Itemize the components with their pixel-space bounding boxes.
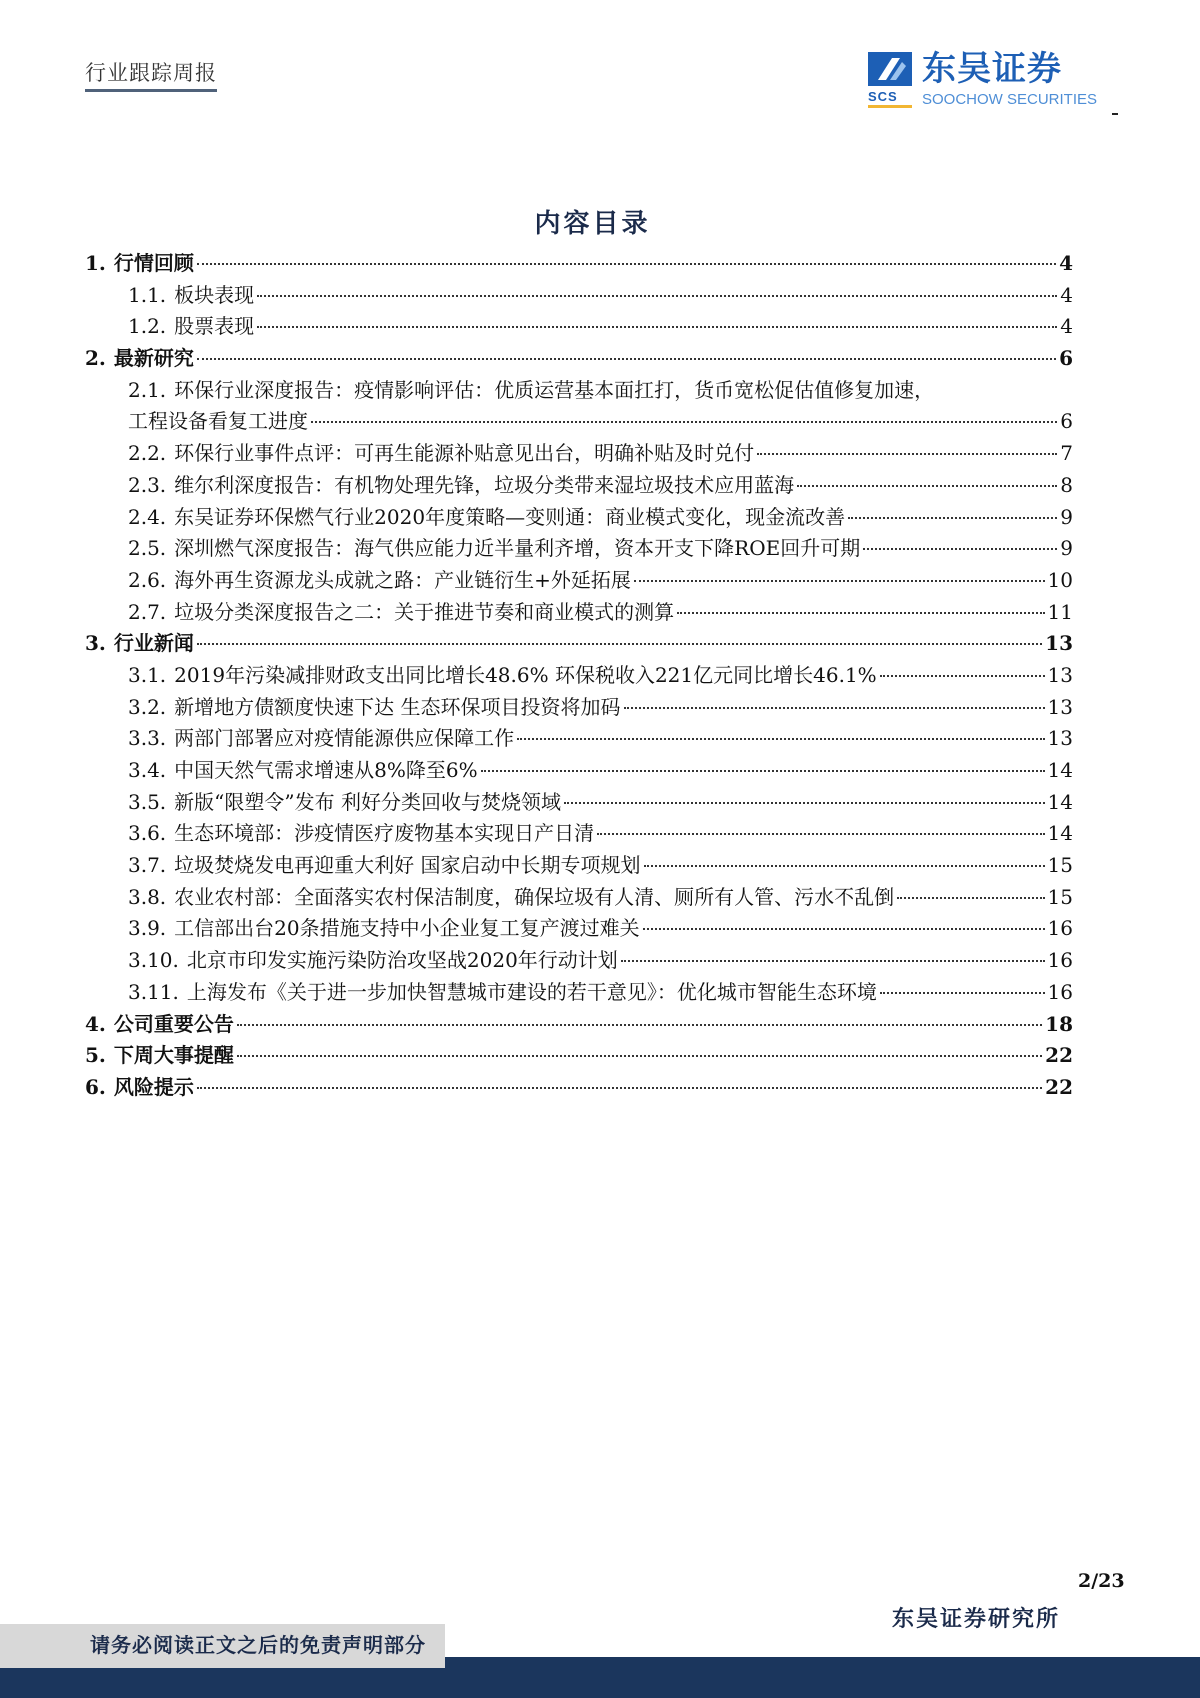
toc-entry-page: 9 xyxy=(1060,536,1073,561)
toc-entry-page: 16 xyxy=(1047,979,1073,1004)
page-number: 2/23 xyxy=(1078,1570,1125,1592)
toc-entry[interactable] xyxy=(85,882,1073,914)
toc-entry-page: 13 xyxy=(1047,662,1073,687)
toc-entry[interactable] xyxy=(85,375,1073,407)
toc-entry-number: 3.5. xyxy=(128,789,167,814)
report-type-label: 行业跟踪周报 xyxy=(85,60,217,92)
dot-leader xyxy=(257,326,1057,328)
dot-leader xyxy=(897,897,1044,899)
toc-entry-title: 新版“限塑令”发布 利好分类回收与焚烧领域 xyxy=(174,789,561,814)
toc-entry-title: 环保行业事件点评：可再生能源补贴意见出台，明确补贴及时兑付 xyxy=(174,441,755,466)
toc-entry[interactable] xyxy=(85,913,1073,945)
toc-entry-title: 深圳燃气深度报告：海气供应能力近半量利齐增，资本开支下降ROE回升可期 xyxy=(174,536,861,561)
toc-entry-title: 板块表现 xyxy=(174,282,255,307)
toc-entry[interactable] xyxy=(85,311,1073,343)
toc-entry-page: 14 xyxy=(1047,789,1073,814)
toc-entry-number: 2.2. xyxy=(128,441,167,466)
toc-entry-number: 2.4. xyxy=(128,504,167,529)
dot-leader xyxy=(624,707,1045,709)
toc-entry[interactable] xyxy=(85,850,1073,882)
toc-entry-title: 维尔利深度报告：有机物处理先锋，垃圾分类带来湿垃圾技术应用蓝海 xyxy=(174,472,795,497)
dot-leader xyxy=(311,421,1057,423)
dot-leader xyxy=(880,675,1045,677)
logo-english-name: SOOCHOW SECURITIES xyxy=(922,91,1098,108)
toc-entry[interactable] xyxy=(85,438,1073,470)
toc-entry[interactable] xyxy=(85,755,1073,787)
toc-entry[interactable] xyxy=(85,1040,1073,1072)
toc-entry-number: 1.2. xyxy=(128,314,167,339)
dot-leader xyxy=(848,517,1057,519)
toc-entry-number: 2. xyxy=(85,346,106,371)
toc-entry[interactable] xyxy=(85,723,1073,755)
toc-entry-number: 1.1. xyxy=(128,282,167,307)
toc-entry-page: 10 xyxy=(1047,567,1073,592)
toc-entry-page: 9 xyxy=(1060,504,1073,529)
toc-entry[interactable] xyxy=(85,660,1073,692)
dot-leader xyxy=(880,992,1045,994)
toc-entry-title: 新增地方债额度快速下达 生态环保项目投资将加码 xyxy=(174,694,621,719)
toc-entry-number: 1. xyxy=(85,251,106,275)
header-mark xyxy=(1112,113,1118,115)
toc-entry-number: 3.9. xyxy=(128,916,167,941)
dot-leader xyxy=(517,738,1044,740)
toc-entry-title: 最新研究 xyxy=(113,346,194,371)
toc-entry[interactable] xyxy=(85,280,1073,312)
toc-entry[interactable] xyxy=(85,787,1073,819)
toc-entry-number: 3.1. xyxy=(128,662,167,687)
toc-entry-number: 4. xyxy=(85,1011,106,1036)
toc-entry-page: 7 xyxy=(1060,441,1073,466)
toc-entry-title: 工程设备看复工进度 xyxy=(128,409,308,434)
toc-entry-number: 2.5. xyxy=(128,536,167,561)
toc-entry-number: 3.8. xyxy=(128,884,167,909)
toc-entry-page: 4 xyxy=(1059,251,1073,275)
toc-entry-number: 6. xyxy=(85,1074,106,1099)
dot-leader xyxy=(237,1055,1042,1057)
toc-entry-number: 3.2. xyxy=(128,694,167,719)
toc-entry-title: 中国天然气需求增速从8%降至6% xyxy=(174,758,478,782)
toc-entry-page: 4 xyxy=(1060,282,1073,307)
toc-entry[interactable] xyxy=(85,945,1073,977)
dot-leader xyxy=(677,612,1044,614)
dot-leader xyxy=(643,928,1045,930)
toc-entry[interactable] xyxy=(85,1009,1073,1041)
dot-leader xyxy=(564,802,1045,804)
toc-entry-number: 3.11. xyxy=(128,979,179,1004)
toc-entry-number: 2.6. xyxy=(128,567,167,592)
toc-entry-number: 3. xyxy=(85,631,106,656)
toc-entry[interactable] xyxy=(85,977,1073,1009)
toc-entry-number: 2.7. xyxy=(128,599,167,624)
toc-entry-number: 3.3. xyxy=(128,726,167,751)
toc-entry-title: 垃圾焚烧发电再迎重大利好 国家启动中长期专项规划 xyxy=(174,853,641,878)
toc-entry-title: 海外再生资源龙头成就之路：产业链衍生+外延拓展 xyxy=(174,567,631,592)
dot-leader xyxy=(197,643,1042,645)
toc-entry[interactable] xyxy=(85,470,1073,502)
logo-underline xyxy=(868,105,912,108)
disclaimer-text: 请务必阅读正文之后的免责声明部分 xyxy=(90,1633,426,1657)
toc-entry-page: 6 xyxy=(1059,346,1073,371)
dot-leader xyxy=(757,453,1057,455)
toc-entry-title: 农业农村部：全面落实农村保洁制度，确保垃圾有人清、厕所有人管、污水不乱倒 xyxy=(174,884,895,909)
toc-entry-page: 13 xyxy=(1045,631,1073,656)
toc-entry[interactable] xyxy=(85,597,1073,629)
toc-entry-number: 2.3. xyxy=(128,472,167,497)
toc-entry-title: 下周大事提醒 xyxy=(113,1043,234,1068)
table-of-contents xyxy=(85,248,1073,1104)
dot-leader xyxy=(863,548,1057,550)
toc-entry-page: 15 xyxy=(1047,884,1073,909)
toc-entry-title: 上海发布《关于进一步加快智慧城市建设的若干意见》：优化城市智能生态环境 xyxy=(186,979,877,1004)
toc-entry[interactable] xyxy=(85,502,1073,534)
toc-entry[interactable] xyxy=(85,692,1073,724)
toc-entry-title: 东吴证券环保燃气行业2020年度策略—变则通：商业模式变化，现金流改善 xyxy=(174,504,846,529)
toc-entry-title: 行业新闻 xyxy=(113,631,194,656)
toc-entry-page: 14 xyxy=(1047,821,1073,846)
dot-leader xyxy=(797,485,1057,487)
toc-entry-page: 13 xyxy=(1047,694,1073,719)
toc-entry-title: 北京市印发实施污染防治攻坚战2020年行动计划 xyxy=(186,948,618,973)
toc-entry[interactable] xyxy=(85,248,1073,280)
toc-entry-number: 3.6. xyxy=(128,821,167,846)
toc-entry[interactable] xyxy=(85,406,1073,438)
toc-entry-title: 两部门部署应对疫情能源供应保障工作 xyxy=(174,726,515,751)
dot-leader xyxy=(644,865,1045,867)
toc-entry[interactable] xyxy=(85,533,1073,565)
toc-entry-number: 2.1. xyxy=(128,377,167,402)
toc-entry-number: 5. xyxy=(85,1043,106,1068)
toc-entry-page: 6 xyxy=(1060,409,1073,434)
institute-name: 东吴证券研究所 xyxy=(892,1606,1061,1632)
toc-entry[interactable] xyxy=(85,628,1073,660)
toc-entry-page: 13 xyxy=(1047,726,1073,751)
toc-entry-number: 3.7. xyxy=(128,853,167,878)
scs-logo-icon xyxy=(868,52,912,86)
toc-entry[interactable] xyxy=(85,343,1073,375)
dot-leader xyxy=(197,263,1056,265)
toc-entry-title: 垃圾分类深度报告之二：关于推进节奏和商业模式的测算 xyxy=(174,599,675,624)
toc-entry-title: 工信部出台20条措施支持中小企业复工复产渡过难关 xyxy=(174,916,640,941)
disclaimer-box xyxy=(0,1624,445,1668)
toc-entry-page: 11 xyxy=(1047,599,1073,624)
toc-entry-title: 公司重要公告 xyxy=(113,1011,234,1036)
dot-leader xyxy=(481,770,1045,772)
toc-entry-page: 8 xyxy=(1060,472,1073,497)
dot-leader xyxy=(237,1024,1042,1026)
toc-entry[interactable] xyxy=(85,1072,1073,1104)
toc-entry-title: 2019年污染减排财政支出同比增长48.6% 环保税收入221亿元同比增长46.1% xyxy=(174,662,877,687)
toc-entry-page: 18 xyxy=(1045,1011,1073,1036)
dot-leader xyxy=(634,580,1045,582)
toc-entry-page: 22 xyxy=(1045,1043,1073,1068)
dot-leader xyxy=(621,960,1045,962)
soochow-securities-logo xyxy=(868,50,1108,110)
toc-entry-page: 15 xyxy=(1047,853,1073,878)
dot-leader xyxy=(597,833,1044,835)
toc-entry-title: 生态环境部：涉疫情医疗废物基本实现日产日清 xyxy=(174,821,595,846)
toc-entry-page: 4 xyxy=(1060,314,1073,339)
toc-entry-page: 22 xyxy=(1045,1074,1073,1099)
toc-entry-title: 风险提示 xyxy=(113,1074,194,1099)
logo-abbreviation: SCS xyxy=(868,89,898,104)
toc-entry-page: 16 xyxy=(1047,948,1073,973)
toc-title: 内容目录 xyxy=(534,209,651,239)
dot-leader xyxy=(197,1087,1042,1089)
toc-entry-title: 环保行业深度报告：疫情影响评估：优质运营基本面扛打，货币宽松促估值修复加速， xyxy=(174,377,935,402)
toc-entry-number: 3.10. xyxy=(128,948,179,973)
dot-leader xyxy=(197,358,1056,360)
toc-entry-page: 14 xyxy=(1047,758,1073,782)
toc-entry-page: 16 xyxy=(1047,916,1073,941)
toc-entry-title: 股票表现 xyxy=(174,314,255,339)
toc-entry-title: 行情回顾 xyxy=(113,251,194,275)
dot-leader xyxy=(257,295,1057,297)
toc-entry[interactable] xyxy=(85,818,1073,850)
toc-entry-number: 3.4. xyxy=(128,758,167,782)
toc-entry[interactable] xyxy=(85,565,1073,597)
logo-chinese-name: 东吴证券 xyxy=(922,49,1062,89)
